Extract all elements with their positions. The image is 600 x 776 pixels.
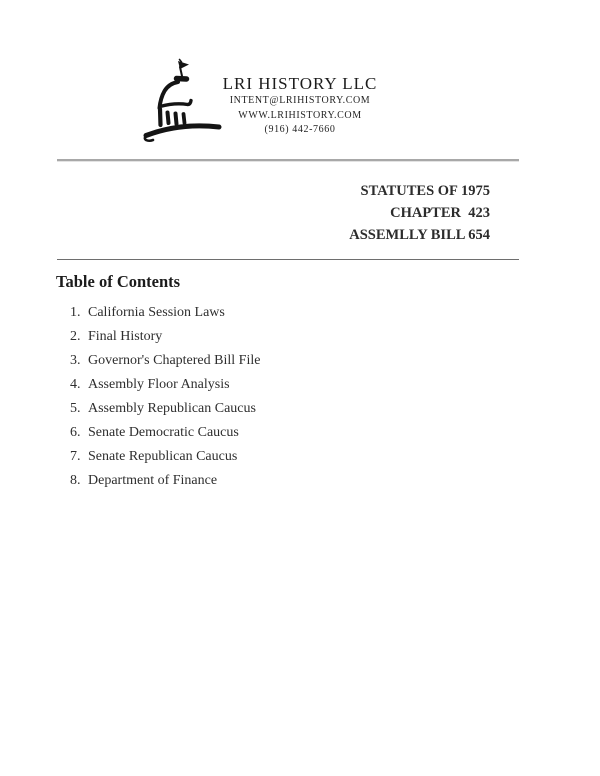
toc-item xyxy=(70,421,260,445)
toc-item-label: Assembly Floor Analysis xyxy=(88,377,230,392)
toc-item-number: 2. xyxy=(70,329,81,344)
toc-item-label: Assembly Republican Caucus xyxy=(88,401,256,416)
toc-item-number: 3. xyxy=(70,353,81,368)
toc-item-number: 5. xyxy=(70,401,81,416)
toc-item-number: 6. xyxy=(70,425,81,440)
toc-item xyxy=(70,445,260,469)
toc-item xyxy=(70,325,260,349)
divider-bottom xyxy=(57,259,519,260)
toc-item-label: California Session Laws xyxy=(88,305,225,320)
company-website: WWW.LRIHISTORY.COM xyxy=(238,109,362,121)
toc-item-label: Final History xyxy=(88,329,163,344)
toc-item-number: 8. xyxy=(70,473,81,488)
toc-item-label: Governor's Chaptered Bill File xyxy=(88,353,261,368)
divider-top xyxy=(57,159,519,162)
toc-item-label: Senate Democratic Caucus xyxy=(88,425,239,440)
statute-reference-block xyxy=(349,180,490,246)
toc-item-number: 7. xyxy=(70,449,81,464)
toc-item xyxy=(70,373,260,397)
toc-list xyxy=(70,301,260,493)
toc-item-label: Senate Republican Caucus xyxy=(88,449,238,464)
letterhead xyxy=(180,74,420,138)
toc-item xyxy=(70,349,260,373)
toc-item-number: 1. xyxy=(70,305,81,320)
toc-item xyxy=(70,301,260,325)
toc-item-label: Department of Finance xyxy=(88,473,218,488)
toc-item-number: 4. xyxy=(70,377,81,392)
toc-item xyxy=(70,469,260,493)
toc-heading: Table of Contents xyxy=(56,272,181,291)
chapter-line: CHAPTER 423 xyxy=(390,205,490,221)
assembly-bill-line: ASSEMLLY BILL 654 xyxy=(349,227,490,243)
company-email: INTENT@LRIHISTORY.COM xyxy=(229,95,371,106)
company-phone: (916) 442-7660 xyxy=(264,124,336,135)
toc-item xyxy=(70,397,260,421)
statutes-line: STATUTES OF 1975 xyxy=(360,183,490,199)
company-name: LRI HISTORY LLC xyxy=(222,74,378,93)
